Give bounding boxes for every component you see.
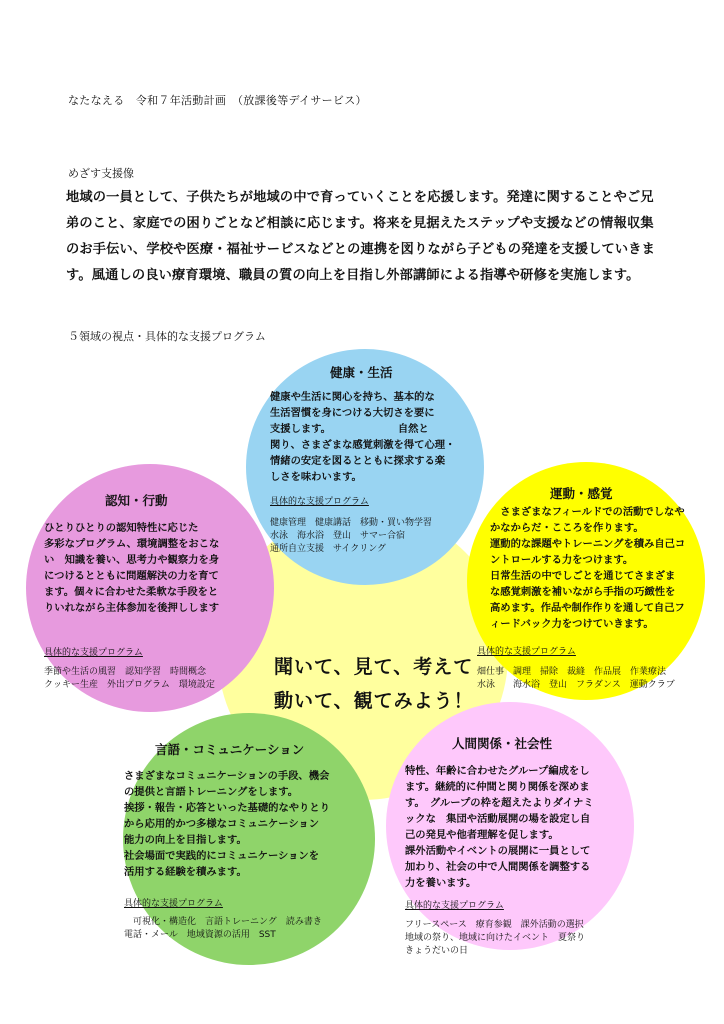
cognition-program: クッキー生産 外出プログラム 環境設定 xyxy=(44,680,215,690)
cognition-program-label: 具体的な支援プログラム xyxy=(44,648,143,658)
social-program: 地域の祭り、地域に向けたイベント 夏祭り xyxy=(405,933,586,943)
aim-line: 弟のこと、家庭での困りごとなど相談に応じます。将来を見据えたステップや支援などの情報収集 xyxy=(66,216,654,231)
social-line: ます。継続的に仲間と関り関係を深めま xyxy=(405,781,590,793)
cognition-line: ます。個々に合わせた柔軟な手段をと xyxy=(44,586,219,598)
motor-title: 運動・感覚 xyxy=(550,486,613,501)
health-line: 生活習慣を身につける大切さを要に xyxy=(270,407,435,419)
language-line: 挨拶・報告・応答といった基礎的なやりとり xyxy=(124,802,330,814)
cognition-title: 認知・行動 xyxy=(105,493,168,508)
health-program: 健康管理 健康講話 移動・買い物学習 xyxy=(270,518,433,528)
social-line: 力を養います。 xyxy=(405,877,477,889)
social-line: 課外活動やイベントの展開に一員として xyxy=(405,845,591,857)
health-line: 健康や生活に関心を持ち、基本的な xyxy=(270,391,435,403)
motor-program: 水泳 海水浴 登山 フラダンス 運動クラブ xyxy=(477,680,675,690)
language-program: 可視化・構造化 言語トレーニング 読み書き xyxy=(124,917,322,927)
aim-label: めざす支援像 xyxy=(68,167,134,180)
slogan-line-1: 聞いて、見て、考えて xyxy=(274,656,474,678)
aim-line: す。風通しの良い療育環境、職員の質の向上を目指し外部講師による指導や研修を実施します。 xyxy=(66,268,640,283)
motor-program: 畑仕事 調理 掃除 裁縫 作品展 作業療法 xyxy=(477,667,667,677)
motor-line: さまざまなフィールドでの活動でしなや xyxy=(490,506,685,518)
language-line: から応用的かつ多様なコミュニケーション xyxy=(124,818,320,830)
social-line: す。 グループの枠を超えたよりダイナミ xyxy=(405,797,594,809)
cognition-line: につけるとともに問題解決の力を育て xyxy=(44,570,219,582)
language-line: 社会場面で実践的にコミュニケーションを xyxy=(124,850,320,862)
document-title: なたなえる 令和７年活動計画 （放課後等デイサービス） xyxy=(68,94,367,107)
motor-line: ントロールする力をつけます。 xyxy=(490,554,634,566)
social-text xyxy=(405,763,617,891)
cognition-line: い 知識を養い、思考力や観察力を身 xyxy=(44,554,220,566)
health-title: 健康・生活 xyxy=(330,365,393,380)
health-program-label: 具体的な支援プログラム xyxy=(270,497,369,507)
motor-line: 高めます。作品や制作作りを通して自己フ xyxy=(490,602,685,614)
cognition-line: ひとりひとりの認知特性に応じた xyxy=(44,522,199,534)
health-text xyxy=(270,389,475,485)
health-program: 通所自立支援 サイクリング xyxy=(270,544,387,554)
language-line: さまざまなコミュニケーションの手段、機会 xyxy=(124,770,330,782)
social-program: きょうだいの日 xyxy=(405,946,469,956)
cognition-line: 多彩なプログラム、環境調整をおこな xyxy=(44,538,220,550)
cognition-line: りいれながら主体参加を後押しします xyxy=(44,602,220,614)
language-title: 言語・コミュニケーション xyxy=(155,742,305,757)
motor-line: かなからだ・こころを作ります。 xyxy=(490,522,644,534)
aim-line: のお手伝い、学校や医療・福祉サービスなどとの連携を図りながら子どもの発達を支援していきま xyxy=(66,242,656,257)
health-line: 関り、さまざまな感覚刺激を得て心理・ xyxy=(270,439,456,451)
motor-line: 日常生活の中でしごとを通じてさまざま xyxy=(490,570,676,582)
section-label: ５領域の視点・具体的な支援プログラム xyxy=(68,330,266,343)
health-line: 情緒の安定を図るとともに探求する楽 xyxy=(270,455,446,467)
social-title: 人間関係・社会性 xyxy=(452,736,553,751)
language-line: 能力の向上を目指します。 xyxy=(124,834,247,846)
language-program: 電話・メール 地域資源の活用 SST xyxy=(124,930,276,940)
health-line: 支援します。 自然と xyxy=(270,423,429,435)
motor-program-label: 具体的な支援プログラム xyxy=(477,647,576,657)
language-text xyxy=(124,768,346,880)
social-line: 加わり、社会の中で人間関係を調整する xyxy=(405,861,591,873)
cognition-program: 季節や生活の風習 認知学習 時間概念 xyxy=(44,667,207,677)
language-program-label: 具体的な支援プログラム xyxy=(124,899,223,909)
motor-line: ィードバック力をつけていきます。 xyxy=(490,618,654,630)
aim-line: 地域の一員として、子供たちが地域の中で育っていくことを応援します。発達に関することやご兄 xyxy=(66,190,654,205)
motor-line: な感覚刺激を補いながら手指の巧緻性を xyxy=(490,586,676,598)
social-line: 特性、年齢に合わせたグループ編成をし xyxy=(405,765,590,777)
social-line: ックな 集団や活動展開の場を設定し自 xyxy=(405,813,591,825)
social-line: 己の発見や他者理解を促します。 xyxy=(405,829,559,841)
health-program: 水泳 海水浴 登山 サマー合宿 xyxy=(270,531,406,541)
social-program-label: 具体的な支援プログラム xyxy=(405,901,504,911)
social-program: フリースペース 療育参観 課外活動の選択 xyxy=(405,920,584,930)
cognition-text xyxy=(44,520,266,616)
slogan-line-2: 動いて、観てみよう！ xyxy=(274,690,474,712)
motor-line: 運動的な課題やトレーニングを積み自己コ xyxy=(490,538,686,550)
language-line: 活用する経験を積みます。 xyxy=(124,866,247,878)
language-line: の提供と言語トレーニングをします。 xyxy=(124,786,299,798)
aim-text xyxy=(66,185,666,289)
motor-text xyxy=(490,504,700,632)
health-line: しさを味わいます。 xyxy=(270,471,362,483)
